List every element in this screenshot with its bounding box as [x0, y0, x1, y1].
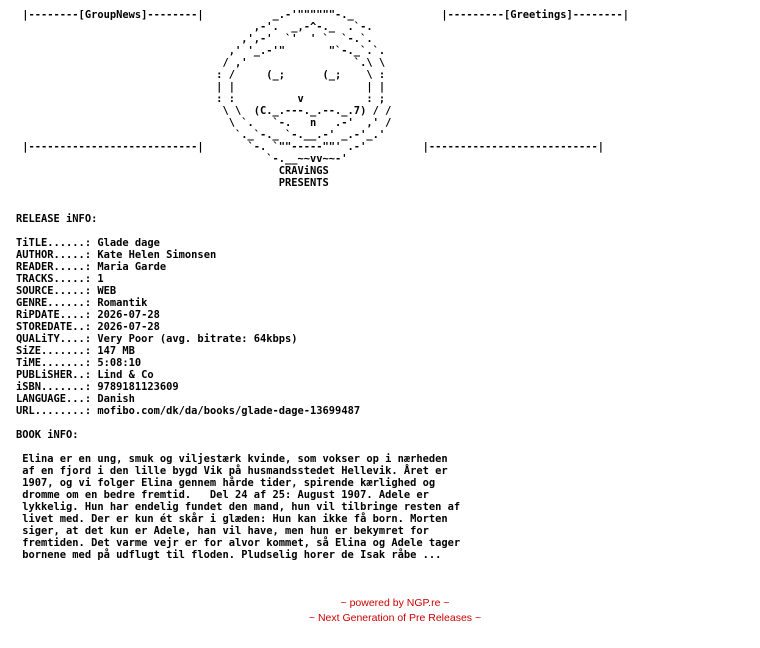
field-value: 147 MB — [97, 345, 135, 357]
field-value: Glade dage — [97, 237, 160, 249]
field-value: Very Poor (avg. bitrate: 64kbps) — [97, 333, 298, 345]
release-info-heading: RELEASE iNFO: — [16, 213, 98, 225]
field-value: Danish — [97, 393, 135, 405]
field-label: SiZE.......: — [16, 345, 92, 357]
field-value: Romantik — [97, 297, 148, 309]
release-info-fields — [16, 237, 360, 417]
nfo-text — [16, 9, 629, 561]
field-value: 1 — [97, 273, 104, 285]
field-label: URL........: — [16, 405, 92, 417]
footer-powered-by: ~ powered by NGP.re ~ — [340, 597, 450, 609]
field-label: QUALiTY....: — [16, 333, 92, 345]
book-info-heading: BOOK iNFO: — [16, 429, 79, 441]
field-label: LANGUAGE...: — [16, 393, 92, 405]
field-label: STOREDATE..: — [16, 321, 92, 333]
ascii-banner: |--------[GroupNews]--------| _.-'""""""-._ |---------[Greetings]--------| ,-'. _,-^-._ .`-. ,',-' `' ' ` `-.`. ,' '_.-'" "`-._`.`. / ,' `.\ \ : / (_; (_; \ : | | | | : : v : ; \ \ (C._.---._.--._.7) / / \ `. `-. n .-' ,' / `._`-._ `-.__.-' _.-'_.' |---------------------------| `-. `""-----""' .-' |---------------------------| `-.__~~vv~~-' CRAViNGS PRESENTS — [22, 9, 630, 189]
field-label: RiPDATE....: — [16, 309, 92, 321]
field-label: PUBLiSHER..: — [16, 369, 92, 381]
footer-tagline: ~ Next Generation of Pre Releases ~ — [308, 612, 482, 624]
field-label: AUTHOR.....: — [16, 249, 92, 261]
field-value: 9789181123609 — [97, 381, 179, 393]
field-label: iSBN.......: — [16, 381, 92, 393]
book-description: Elina er en ung, smuk og viljestærk kvinde, som vokser op i nærheden af en fjord i den lille bygd Vik på husmandsstedet Hellevik. Året er 1907, og vi folger Elina gennem hårde tider, spirende kærlighed og dromme om en bedre fremtid. Del 24 af 25: August 1907. Adele er lykkelig. Hun har endelig fundet den mand, hun vil tilbringe resten af livet med. Der er kun ét skår i glæden: Hun kan ikke få born. Morten siger, at det kun er Adele, han vil have, men hun er bekymret for fremtiden. Det varme vejr er for alvor kommet, så Elina og Adele tager bornene med på udflugt til floden. Pludselig horer de Isak råbe ... — [22, 453, 461, 561]
field-value: 2026-07-28 — [97, 321, 160, 333]
field-value: Lind & Co — [97, 369, 154, 381]
field-label: TiME.......: — [16, 357, 92, 369]
field-label: SOURCE.....: — [16, 285, 92, 297]
field-value: WEB — [97, 285, 117, 297]
field-value: 5:08:10 — [97, 357, 142, 369]
field-value: mofibo.com/dk/da/books/glade-dage-13699487 — [97, 405, 361, 417]
field-label: TiTLE......: — [16, 237, 92, 249]
field-value: Kate Helen Simonsen — [97, 249, 217, 261]
field-label: GENRE......: — [16, 297, 92, 309]
field-value: Maria Garde — [97, 261, 167, 273]
field-value: 2026-07-28 — [97, 309, 160, 321]
field-label: READER.....: — [16, 261, 92, 273]
field-label: TRACKS.....: — [16, 273, 92, 285]
